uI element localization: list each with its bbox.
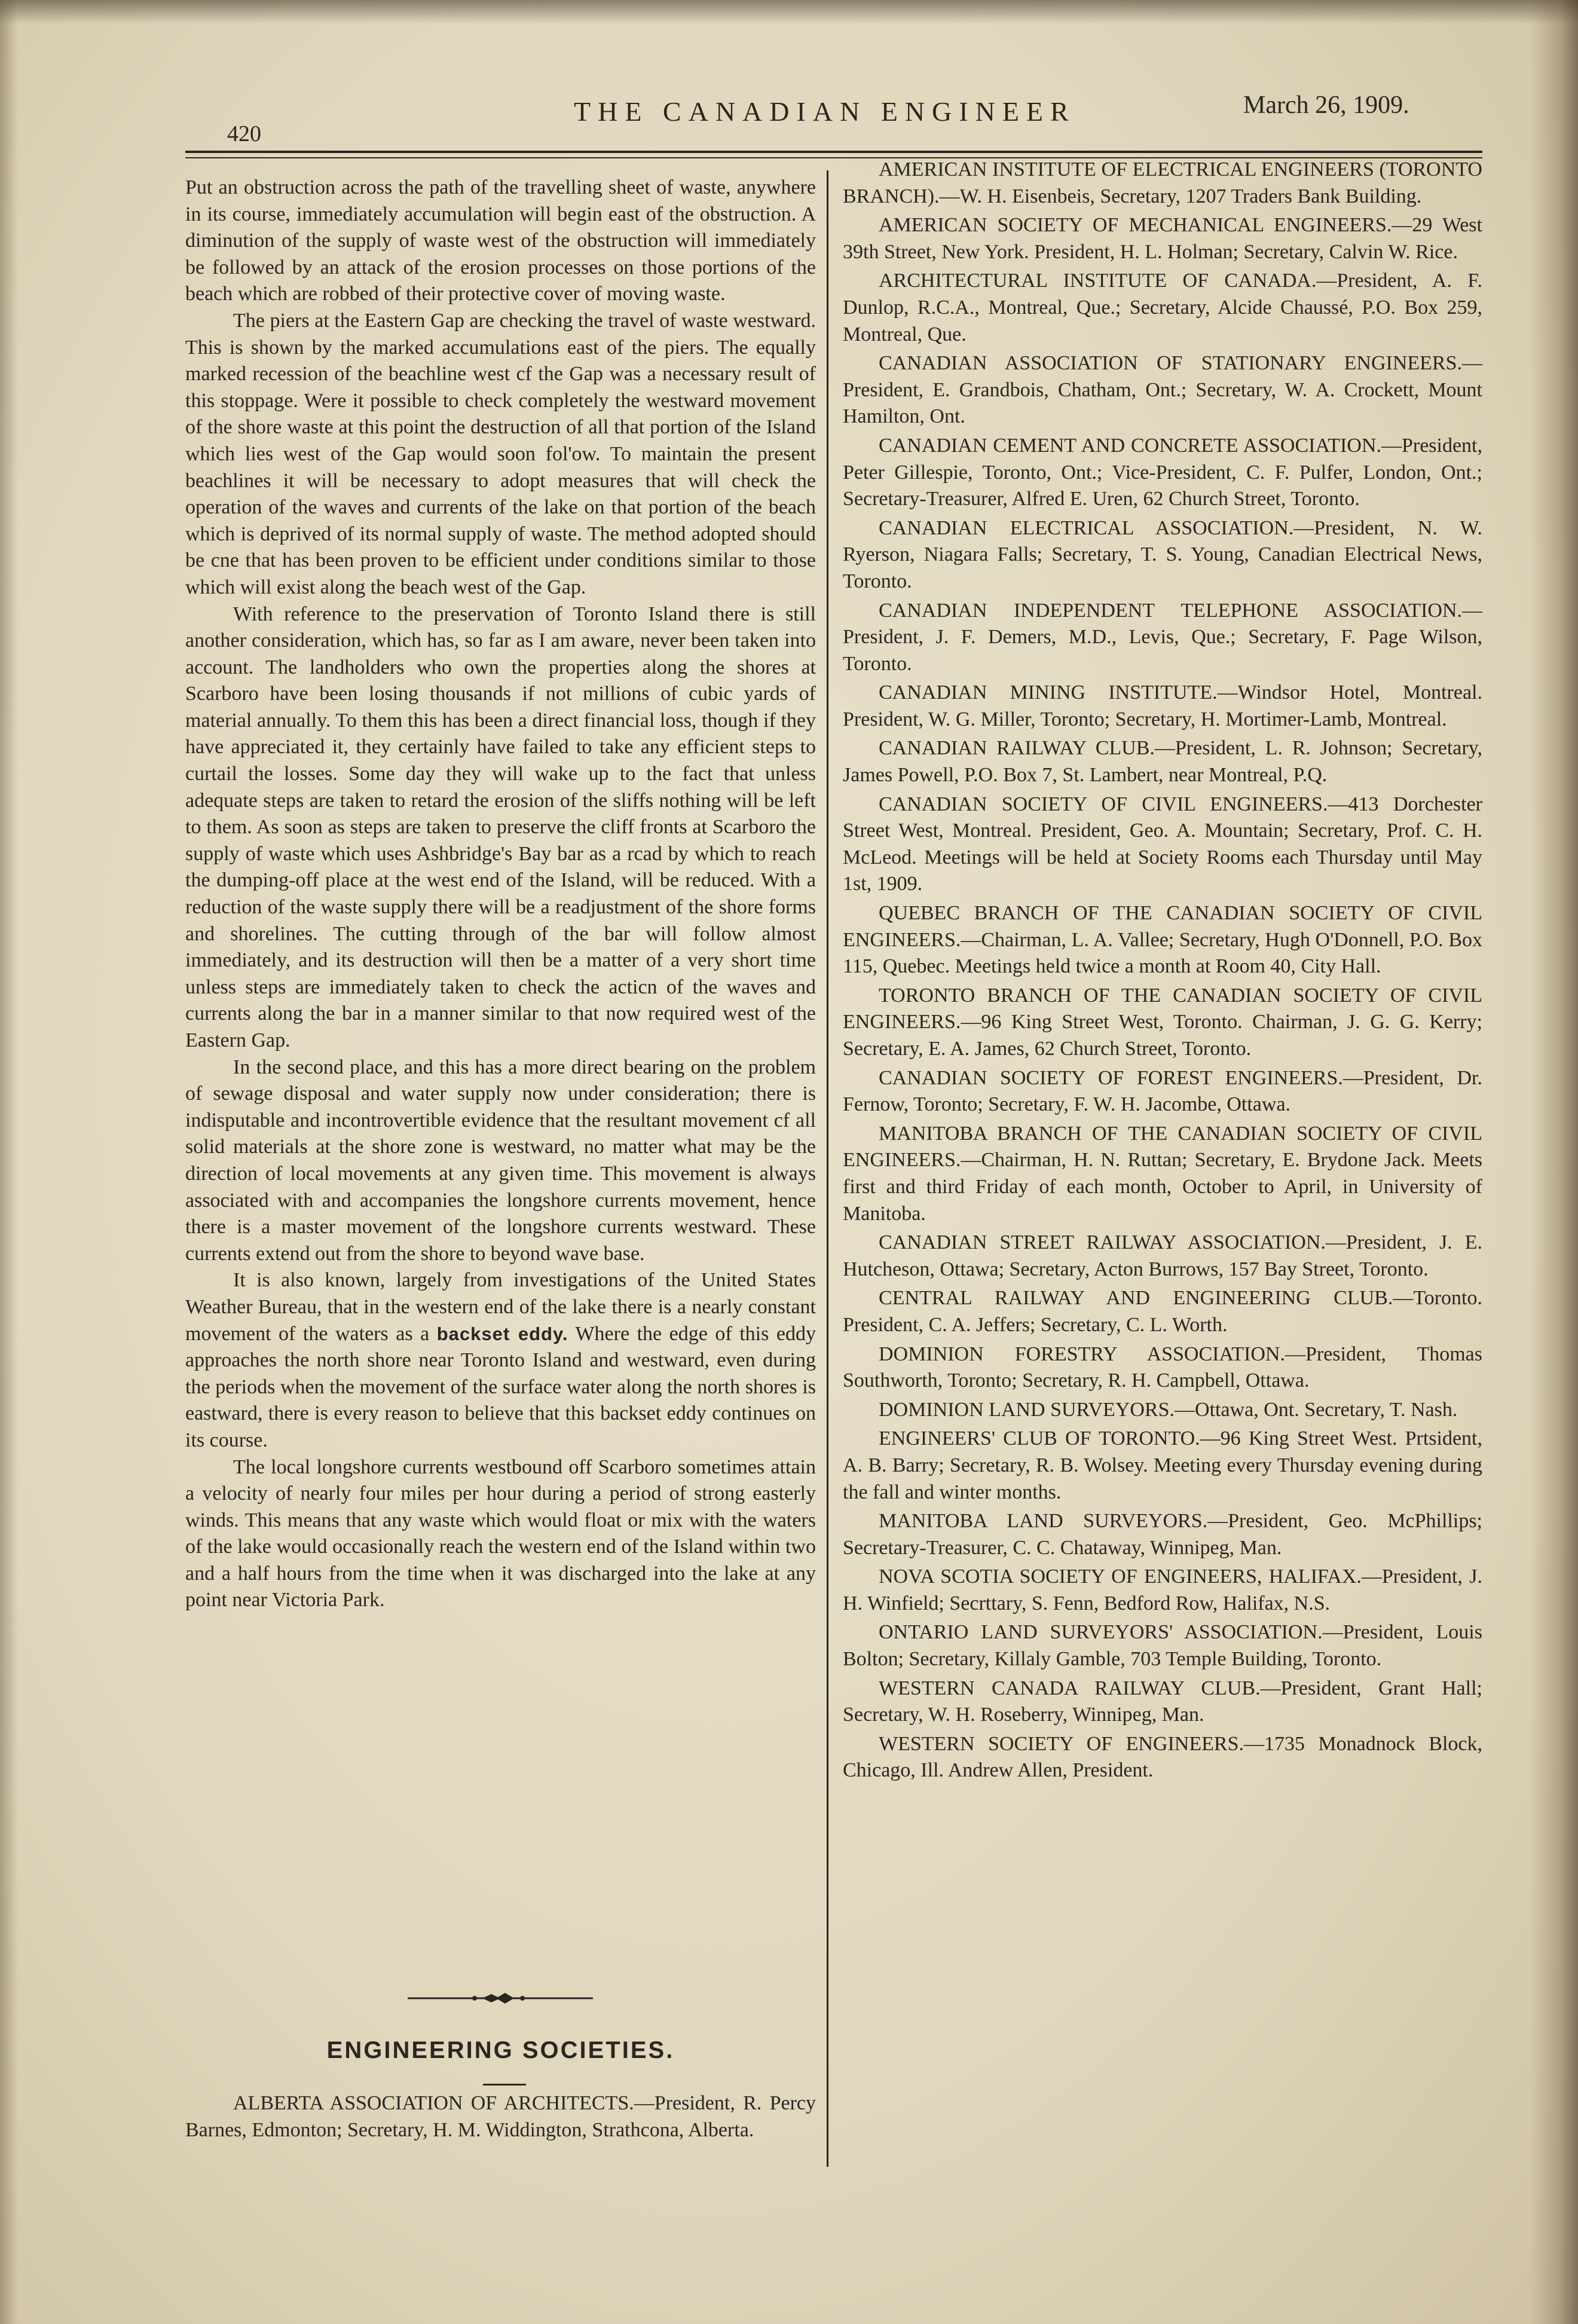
society-entry: NOVA SCOTIA SOCIETY OF ENGINEERS, HALIFAX.—President, J. H. Winfield; Secrttary, S. Fenn, Bedford Row, Halifax, N.S. bbox=[843, 1565, 1482, 1614]
paragraph bbox=[185, 1267, 816, 1454]
society-entry: CANADIAN STREET RAILWAY ASSOCIATION.—President, J. E. Hutcheson, Ottawa; Secretary, Acton Burrows, 157 Bay Street, Toronto. bbox=[843, 1231, 1482, 1280]
society-entry: MANITOBA LAND SURVEYORS.—President, Geo. McPhillips; Secretary-Treasurer, C. C. Chataway, Winnipeg, Man. bbox=[843, 1510, 1482, 1559]
society-entry: MANITOBA BRANCH OF THE CANADIAN SOCIETY OF CIVIL ENGINEERS.—Chairman, H. N. Ruttan; Secretary, E. Brydone Jack. Meets first and third Friday of each month, October to April, in University of Manitoba. bbox=[843, 1122, 1482, 1225]
society-entry: QUEBEC BRANCH OF THE CANADIAN SOCIETY OF CIVIL ENGINEERS.—Chairman, L. A. Vallee; Secretary, Hugh O'Donnell, P.O. Box 115, Quebec. Meetings held twice a month at Room 40, City Hall. bbox=[843, 902, 1482, 978]
page-number: 420 bbox=[227, 121, 261, 146]
society-entry: TORONTO BRANCH OF THE CANADIAN SOCIETY OF CIVIL ENGINEERS.—96 King Street West, Toronto. Chairman, J. G. G. Kerry; Secretary, E. A. James, 62 Church Street, Toronto. bbox=[843, 984, 1482, 1060]
header-rule-thick bbox=[185, 151, 1482, 153]
society-entry: ONTARIO LAND SURVEYORS' ASSOCIATION.—President, Louis Bolton; Secretary, Killaly Gamble, 703 Temple Building, Toronto. bbox=[843, 1621, 1482, 1671]
society-entry: ENGINEERS' CLUB OF TORONTO.—96 King Street West. Prtsident, A. B. Barry; Secretary, R. B. Wolsey. Meeting every Thursday evening during the fall and winter months. bbox=[843, 1427, 1482, 1503]
paragraph: The local longshore currents westbound off Scarboro sometimes attain a velocity of nearly four miles per hour during a period of strong easterly winds. This means that any waste which would float or mix with the waters of the lake would occasionally reach the western end of the Island within two and a half hours from the time when it was discharged into the lake at any point near Victoria Park. bbox=[185, 1455, 816, 1611]
society-entry: ALBERTA ASSOCIATION OF ARCHITECTS.—President, R. Percy Barnes, Edmonton; Secretary, H. M. Widdington, Strathcona, Alberta. bbox=[185, 2092, 816, 2141]
left-column bbox=[185, 175, 816, 1614]
society-entry: CANADIAN RAILWAY CLUB.—President, L. R. Johnson; Secretary, James Powell, P.O. Box 7, St. Lambert, near Montreal, P.Q. bbox=[843, 737, 1482, 787]
paragraph: In the second place, and this has a more direct bearing on the problem of sewage disposal and water supply now under consideration; there is indisputable and incontrovertible evidence that the resultant movement cf all solid materials at the shore zone is westward, no matter what may be the direction of local movements at any given time. This movement is always associated with and accompanies the longshore currents movement, hence there is a master movement of the longshore currents westward. These currents extend out from the shore to beyond wave base. bbox=[185, 1056, 816, 1265]
page-shadow-left bbox=[0, 0, 18, 2324]
ornament-divider bbox=[408, 1989, 593, 2007]
society-entry: CANADIAN SOCIETY OF FOREST ENGINEERS.—President, Dr. Fernow, Toronto; Secretary, F. W. H. Jacombe, Ottawa. bbox=[843, 1066, 1482, 1116]
page-shadow-top bbox=[0, 0, 1578, 24]
bold-term: backset eddy. bbox=[436, 1323, 568, 1344]
column-divider bbox=[827, 170, 828, 2167]
paragraph: The piers at the Eastern Gap are checking the travel of waste westward. This is shown by the marked accumulations east of the piers. The equally marked recession of the beachline west cf the Gap was a necessary result of this stoppage. Were it possible to check completely the westward movement of the shore waste at this point the destruction of all that portion of the Island which lies west of the Gap would soon fol'ow. To maintain the present beachlines it will be necessary to adopt measures that will check the operation of the waves and currents of the lake on that portion of the beach which is deprived of its normal supply of waste. The method adopted should be cne that has been proven to be efficient under conditions similar to those which will exist along the beach west of the Gap. bbox=[185, 309, 816, 598]
society-entry: CANADIAN INDEPENDENT TELEPHONE ASSOCIATION.—President, J. F. Demers, M.D., Levis, Que.; Secretary, F. Page Wilson, Toronto. bbox=[843, 599, 1482, 675]
paragraph: Put an obstruction across the path of the travelling sheet of waste, anywhere in its course, immediately accumulation will begin east of the obstruction. A diminution of the supply of waste west of the obstruction will immediately be followed by an attack of the erosion processes on those portions of the beach which are robbed of their protective cover of moving waste. bbox=[185, 176, 816, 305]
society-entry-first bbox=[185, 2090, 816, 2143]
society-entry: WESTERN CANADA RAILWAY CLUB.—President, Grant Hall; Secretary, W. H. Roseberry, Winnipeg, Man. bbox=[843, 1677, 1482, 1726]
society-entry: DOMINION FORESTRY ASSOCIATION.—President, Thomas Southworth, Toronto; Secretary, R. H. Campbell, Ottawa. bbox=[843, 1343, 1482, 1392]
paragraph: With reference to the preservation of Toronto Island there is still another consideration, which has, so far as I am aware, never been taken into account. The landholders who own the properties along the shores at Scarboro have been losing thousands if not millions of cubic yards of material annually. To them this has been a direct financial loss, though if they have appreciated it, they certainly have failed to take any efficient steps to curtail the losses. Some day they will wake up to the fact that unless adequate steps are taken to retard the erosion of the sliffs nothing will be left to them. As soon as steps are taken to preserve the cliff fronts at Scarboro the supply of waste which uses Ashbridge's Bay bar as a rcad by which to reach the dumping-off place at the west end of the Island, will be reduced. With a reduction of the waste supply there will be a readjustment of the shore forms and shorelines. The cutting through of the bar will follow almost immediately, and its destruction will then be a matter of a very short time unless steps are immediately taken to check the acticn of the waves and currents along the bar in a manner similar to that now required west of the Eastern Gap. bbox=[185, 603, 816, 1051]
society-entry: CANADIAN CEMENT AND CONCRETE ASSOCIATION.—President, Peter Gillespie, Toronto, Ont.; Vice-President, C. F. Pulfer, London, Ont.; Secretary-Treasurer, Alfred E. Uren, 62 Church Street, Toronto. bbox=[843, 434, 1482, 510]
issue-date: March 26, 1909. bbox=[1243, 91, 1409, 119]
society-entry: DOMINION LAND SURVEYORS.—Ottawa, Ont. Secretary, T. Nash. bbox=[879, 1398, 1458, 1421]
society-entry: AMERICAN SOCIETY OF MECHANICAL ENGINEERS.—29 West 39th Street, New York. President, H. L. Holman; Secretary, Calvin W. Rice. bbox=[843, 214, 1482, 263]
right-column bbox=[843, 157, 1482, 1787]
section-heading: ENGINEERING SOCIETIES. bbox=[326, 2037, 675, 2063]
society-entry: CANADIAN MINING INSTITUTE.—Windsor Hotel, Montreal. President, W. G. Miller, Toronto; Secretary, H. Mortimer-Lamb, Montreal. bbox=[843, 681, 1482, 730]
society-entry: CANADIAN ELECTRICAL ASSOCIATION.—President, N. W. Ryerson, Niagara Falls; Secretary, T. S. Young, Canadian Electrical News, Toronto. bbox=[843, 516, 1482, 592]
paragraph-text: Where the edge of this eddy approaches the north shore near Toronto Island and westward, even during the periods when the movement of the surface water along the north shores is eastward, there is every reason to believe that this backset eddy continues on its course. bbox=[185, 1322, 816, 1451]
journal-title: THE CANADIAN ENGINEER bbox=[574, 96, 1076, 127]
society-entry: AMERICAN INSTITUTE OF ELECTRICAL ENGINEERS (TORONTO BRANCH).—W. H. Eisenbeis, Secretary, 1207 Traders Bank Building. bbox=[843, 158, 1482, 207]
society-entry: CENTRAL RAILWAY AND ENGINEERING CLUB.—Toronto. President, C. A. Jeffers; Secretary, C. L. Worth. bbox=[843, 1287, 1482, 1336]
society-entry: ARCHITECTURAL INSTITUTE OF CANADA.—President, A. F. Dunlop, R.C.A., Montreal, Que.; Secretary, Alcide Chaussé, P.O. Box 259, Montreal, Que. bbox=[843, 270, 1482, 345]
paragraph-text: It is also known, largely from investigations of the United States Weather Bureau, that in the western end of the lake there is a nearly constant movement of the waters as a bbox=[185, 1269, 816, 1345]
society-entry: WESTERN SOCIETY OF ENGINEERS.—1735 Monadnock Block, Chicago, Ill. Andrew Allen, President. bbox=[843, 1732, 1482, 1782]
society-entry: CANADIAN ASSOCIATION OF STATIONARY ENGINEERS.—President, E. Grandbois, Chatham, Ont.; Secretary, W. A. Crockett, Mount Hamilton, Ont. bbox=[843, 352, 1482, 428]
society-entry: CANADIAN SOCIETY OF CIVIL ENGINEERS.—413 Dorchester Street West, Montreal. President, Geo. A. Mountain; Secretary, Prof. C. H. McLeod. Meetings will be held at Society Rooms each Thursday until May 1st, 1909. bbox=[843, 793, 1482, 895]
heading-rule bbox=[483, 2084, 526, 2086]
binding-shadow bbox=[1530, 0, 1578, 2324]
running-header bbox=[179, 90, 1482, 155]
